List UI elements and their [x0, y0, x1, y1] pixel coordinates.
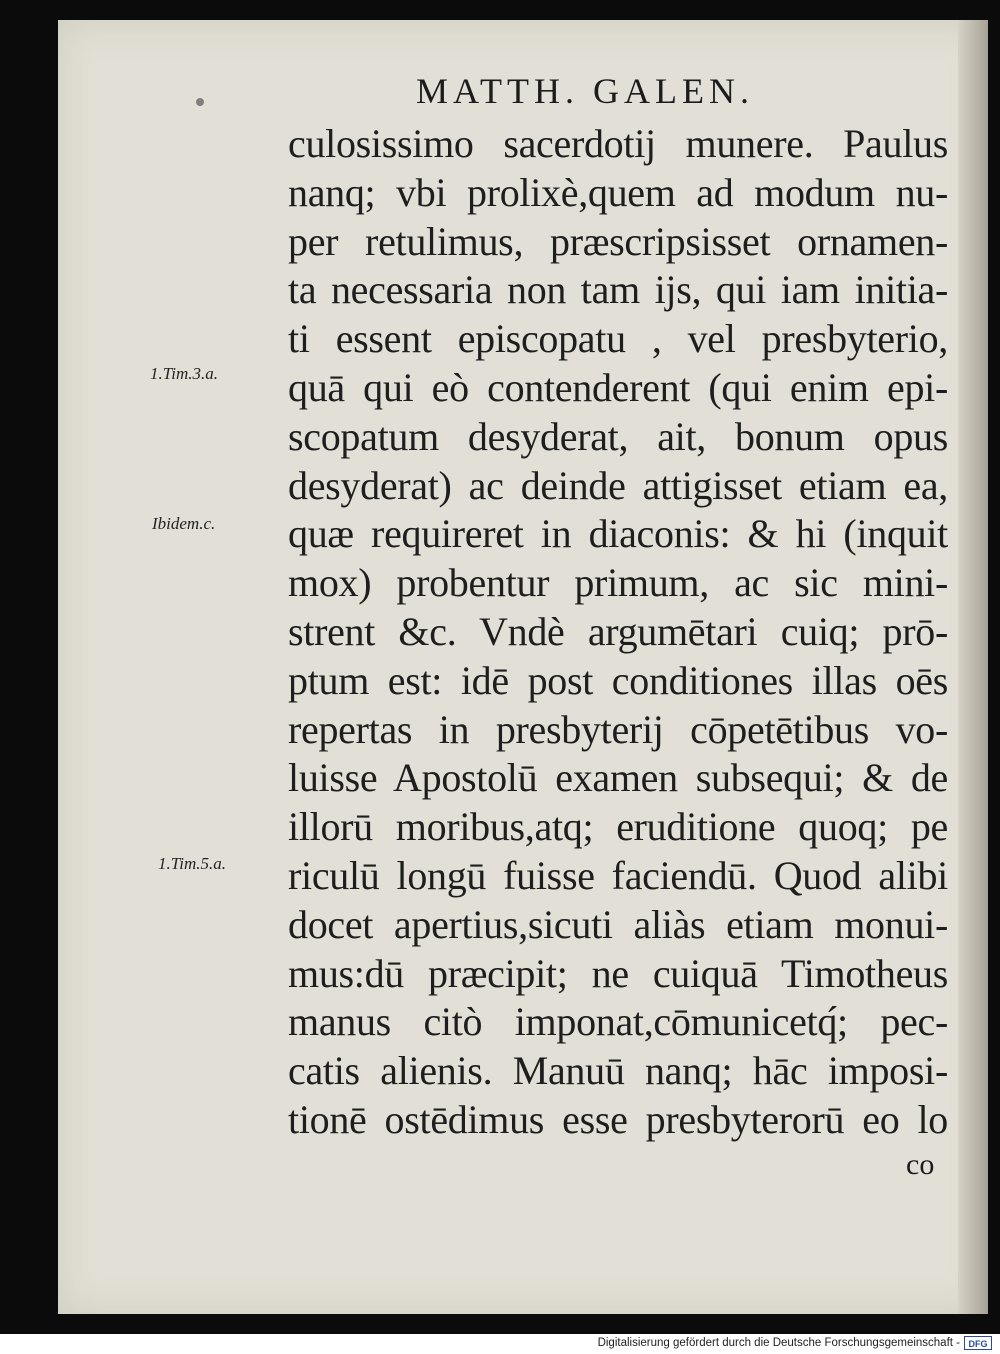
text-line: quæ requireret in diaconis: & hi (inquit	[288, 511, 948, 557]
page-edge	[958, 20, 988, 1314]
text-line: luisse Apostolū examen subsequi; & de	[288, 755, 948, 801]
text-line: ta necessaria non tam ijs, qui iam initia-	[288, 267, 948, 313]
ink-blot	[196, 98, 204, 106]
text-line: illorū moribus,atq; eruditione quoq; pe	[288, 804, 948, 850]
text-line: per retulimus, præscripsisset ornamen-	[288, 218, 948, 264]
margin-note-1: 1.Tim.3.a.	[150, 364, 219, 383]
text-line: desyderat) ac deinde attigisset etiam ea,	[288, 462, 948, 508]
text-line: quā qui eò contenderent (qui enim epi-	[288, 364, 948, 410]
dfg-logo: DFG	[964, 1336, 992, 1350]
text-line: strent &c. Vndè argumētari cuiq; prō-	[288, 608, 948, 654]
text-line: nanq; vbi prolixè,quem ad modum nu-	[288, 169, 948, 215]
digitization-credit: Digitalisierung gefördert durch die Deutsche Forschungsgemeinschaft -	[597, 1337, 960, 1349]
text-line: culosissimo sacerdotij munere. Paulus	[288, 121, 948, 166]
text-line: docet apertius,sicuti aliàs etiam monui-	[288, 901, 948, 947]
text-line: scopatum desyderat, ait, bonum opus	[288, 413, 948, 459]
catchword: co	[906, 1148, 935, 1181]
text-line: repertas in presbyterij cōpetētibus vo-	[288, 706, 948, 752]
text-line: ti essent episcopatu , vel presbyterio,	[288, 316, 948, 362]
text-line: mus:dū præcipit; ne cuiquā Timotheus	[288, 950, 948, 996]
text-line: manus citò imponat,cōmunicetq́; pec-	[288, 999, 948, 1045]
margin-note-3: 1.Tim.5.a.	[158, 854, 227, 873]
text-line: ptum est: idē post conditiones illas oēs	[288, 657, 948, 703]
text-line: riculū longū fuisse faciendū. Quod alibi	[288, 852, 948, 898]
text-line: mox) probentur primum, ac sic mini-	[288, 560, 948, 606]
text-line: tionē ostēdimus esse presbyterorū eo lo	[288, 1096, 948, 1142]
body-text	[288, 120, 948, 1145]
margin-note-2: Ibidem.c.	[152, 514, 216, 533]
text-line: catis alienis. Manuū nanq; hāc imposi-	[288, 1048, 948, 1094]
running-title: MATTH. GALEN.	[416, 71, 754, 111]
